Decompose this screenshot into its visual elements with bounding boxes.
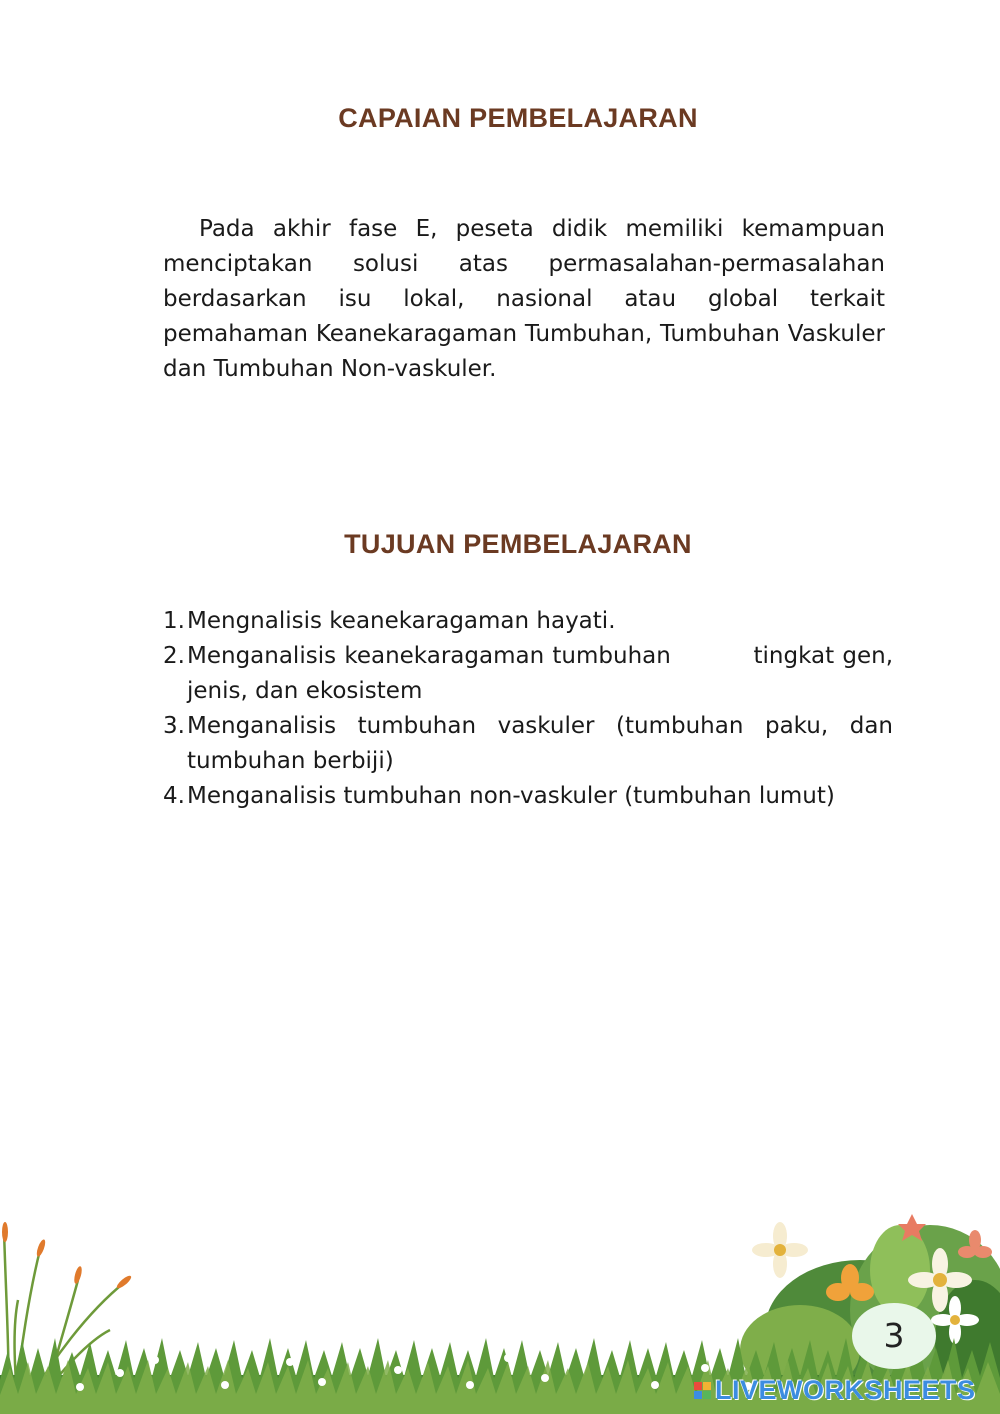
objectives-list — [163, 604, 901, 814]
list-item — [163, 779, 893, 814]
page-number-badge: 3 — [852, 1303, 936, 1369]
capaian-title: CAPAIAN PEMBELAJARAN — [338, 103, 698, 133]
list-item-text: Menganalisis tumbuhan non-vaskuler (tumbuhan lumut) — [187, 783, 835, 809]
list-item-text: Menganalisis tumbuhan vaskuler (tumbuhan paku, dan tumbuhan berbiji) — [187, 713, 893, 774]
list-item — [163, 639, 901, 709]
list-item-number: 3. — [163, 713, 185, 739]
list-item-number: 2. — [163, 643, 185, 669]
liveworksheets-logo-icon — [694, 1382, 711, 1399]
list-item — [163, 709, 893, 779]
list-item — [163, 604, 893, 639]
list-item-text: Mengnalisis keanekaragaman hayati. — [187, 608, 616, 634]
list-item-number: 1. — [163, 608, 185, 634]
list-item-number: 4. — [163, 783, 185, 809]
capaian-paragraph: Pada akhir fase E, peseta didik memiliki kemampuan menciptakan solusi atas permasalahan-permasalahan berdasarkan isu lokal, nasional atau global terkait pemahaman Keanekaragaman Tumbuhan, Tumbuhan Vaskuler dan Tumbuhan Non-vaskuler. — [163, 216, 885, 382]
tujuan-title: TUJUAN PEMBELAJARAN — [344, 529, 692, 559]
reed-tips-icon — [2, 1222, 133, 1290]
brand-text: LIVEWORKSHEETS — [715, 1374, 976, 1405]
list-item-text: Menganalisis keanekaragaman tumbuhan tingkat gen, jenis, dan ekosistem — [187, 643, 901, 704]
liveworksheets-brand — [694, 1373, 976, 1407]
